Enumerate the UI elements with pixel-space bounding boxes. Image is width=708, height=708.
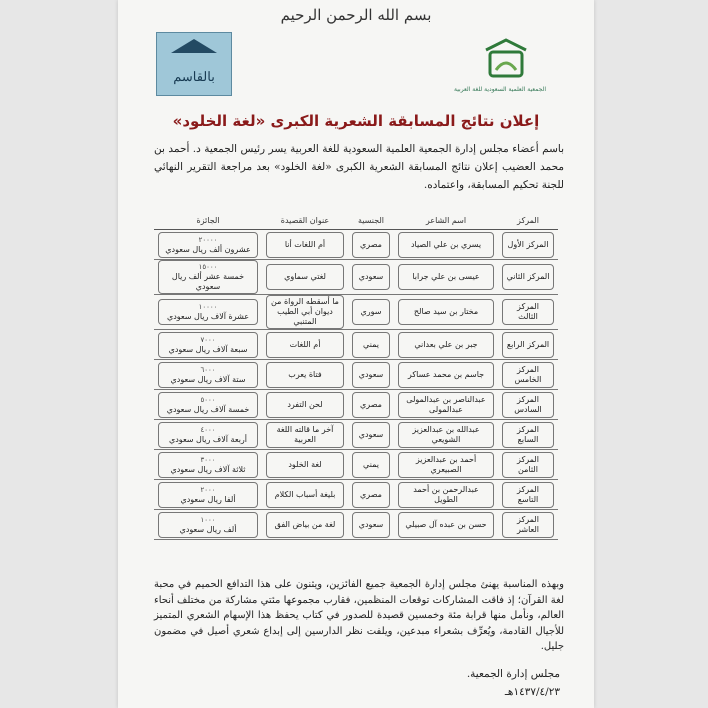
nationality-cell (348, 390, 394, 420)
poet-cell-box (398, 264, 494, 290)
prize-words: خمسة عشر ألف ريال سعودي (171, 272, 245, 291)
nationality-cell (348, 450, 394, 480)
poet-cell (394, 295, 498, 330)
poem-cell (262, 360, 348, 390)
poet-cell-text: أحمد بن عبدالعزيز الصبيعري (415, 454, 477, 474)
nationality-cell (348, 330, 394, 360)
poem-cell-text: بليغة أسباب الكلام (274, 489, 336, 499)
poem-cell (262, 295, 348, 330)
poet-cell-box (398, 422, 494, 448)
nationality-cell-text: سعودي (358, 429, 384, 439)
poem-cell-text: لغة الخلود (288, 459, 322, 469)
prize-words: ألفا ريال سعودي (180, 494, 236, 504)
nationality-cell-box (352, 362, 390, 388)
nationality-cell-box (352, 512, 390, 538)
nationality-cell-box (352, 232, 390, 258)
nationality-cell (348, 510, 394, 540)
prize-amount: ١٥٠٠٠ (198, 263, 218, 271)
poem-cell-box (266, 264, 344, 290)
rank-cell (498, 330, 558, 360)
poet-cell-box (398, 392, 494, 418)
nationality-cell-box (352, 264, 390, 290)
poet-cell-text: جبر بن علي بعداني (414, 339, 478, 349)
results-table (154, 214, 558, 540)
document-page (118, 0, 594, 708)
issue-date: ١٤٣٧/٤/٢٣هـ (504, 686, 560, 698)
poem-cell-box (266, 452, 344, 478)
poet-cell-text: مختار بن سيد صالح (413, 307, 479, 316)
prize-cell (154, 390, 262, 420)
poet-cell-box (398, 452, 494, 478)
nationality-cell (348, 360, 394, 390)
table-row (154, 260, 558, 295)
nationality-cell-text: مصري (360, 239, 382, 249)
rank-cell-box (502, 362, 554, 388)
table-row (154, 360, 558, 390)
poem-cell-box (266, 392, 344, 418)
header-nationality: الجنسية (348, 214, 394, 230)
rank-cell (498, 390, 558, 420)
prize-cell-box (158, 452, 258, 478)
intro-paragraph: باسم أعضاء مجلس إدارة الجمعية العلمية السعودية للغة العربية يسر رئيس الجمعية د. أحمد بن محمد العضيب إعلان نتائج المسابقة الشعرية الكبرى «لغة الخلود» بعد مراجعة التقرير النهائي للجنة تحكيم المسابقة، واعتماده. (154, 143, 564, 191)
prize-amount: ٤٠٠٠ (200, 425, 216, 434)
prize-amount: ٦٠٠٠ (200, 365, 216, 374)
nationality-cell-box (352, 332, 390, 358)
poem-cell-box (266, 295, 344, 329)
poem-cell-box (266, 362, 344, 388)
prize-cell (154, 295, 262, 330)
nationality-cell-text: مصري (360, 399, 382, 409)
poet-cell-text: عبدالرحمن بن أحمد الطويل (413, 484, 479, 504)
poet-cell-box (398, 482, 494, 508)
poet-cell-text: عبدالله بن عبدالعزيز الشويعي (412, 424, 480, 444)
prize-amount: ٢٠٠٠ (200, 485, 216, 494)
poet-cell-box (398, 512, 494, 538)
poet-cell (394, 330, 498, 360)
nationality-cell (348, 230, 394, 260)
rank-cell-box (502, 332, 554, 358)
poem-cell-text: لغة من بياض الفق (274, 519, 336, 529)
prize-cell-box (158, 422, 258, 448)
nationality-cell (348, 295, 394, 330)
prize-cell-box (158, 232, 258, 258)
poem-cell (262, 230, 348, 260)
header-prize: الجائزة (154, 214, 262, 230)
prize-amount: ١٠٠٠٠ (198, 303, 218, 311)
table-row (154, 295, 558, 330)
poet-cell (394, 230, 498, 260)
poem-cell-text: آخر ما قالته اللغة العربية (276, 424, 334, 444)
poet-cell-box (398, 299, 494, 325)
table-row (154, 390, 558, 420)
logo-text: بالقاسم (173, 70, 215, 85)
poet-cell (394, 390, 498, 420)
prize-cell-box (158, 512, 258, 538)
poet-cell-text: عبدالناصر بن عبدالمولى عبدالمولى (406, 394, 486, 414)
prize-amount: ٧٠٠٠ (200, 335, 216, 344)
prize-cell (154, 420, 262, 450)
prize-amount: ١٠٠٠ (200, 515, 216, 524)
poem-cell-text: لغتي سماوي (284, 272, 326, 281)
poem-cell-box (266, 332, 344, 358)
nationality-cell-text: سعودي (358, 519, 384, 529)
rank-cell (498, 450, 558, 480)
rank-cell-box (502, 482, 554, 508)
association-caption: الجمعية العلمية السعودية للغة العربية (454, 86, 546, 93)
rank-cell-text: المركز الرابع (506, 339, 550, 349)
poet-cell-box (398, 362, 494, 388)
prize-cell-box (158, 392, 258, 418)
rank-cell (498, 295, 558, 330)
basmala: بسم الله الرحمن الرحيم (280, 6, 432, 24)
rank-cell-box (502, 232, 554, 258)
university-logo (156, 32, 232, 96)
prize-amount: ٣٠٠٠ (200, 455, 216, 464)
logo-cap-shape (171, 39, 217, 53)
poet-cell (394, 480, 498, 510)
table-row (154, 480, 558, 510)
rank-cell-box (502, 422, 554, 448)
table-row (154, 450, 558, 480)
poem-cell-text: لحن التفرد (287, 399, 323, 409)
nationality-cell-text: يمني (363, 339, 379, 349)
prize-words: عشرون ألف ريال سعودي (165, 244, 251, 254)
table-row (154, 420, 558, 450)
closing-paragraph: وبهذه المناسبة يهنئ مجلس إدارة الجمعية جميع الفائزين، ويثنون على هذا التدافع الحميم في محبة لغة القرآن؛ إذ فاقت المشاركات توقعات المنظمين، فقارب مجموعها مئتي مشاركة من مختلف أنحاء العالم، ونأمل منها قرابة مئة وخمسين قصيدة للصدور في كتاب يحفظ هذا الإسهام الشعري المتميز للأجيال القادمة، ويُعرِّف بشعراء مبدعين، ويلفت نظر الدارسين إلى إبداع شعري أصيل في مضمون جليل. (154, 579, 564, 652)
rank-cell (498, 360, 558, 390)
header-poem: عنوان القصيدة (262, 214, 348, 230)
prize-words: ألف ريال سعودي (179, 524, 237, 534)
rank-cell (498, 480, 558, 510)
nationality-cell (348, 480, 394, 510)
rank-cell-text: المركز السادس (514, 394, 542, 414)
nationality-cell (348, 260, 394, 295)
prize-words: أربعة آلاف ريال سعودي (168, 434, 248, 444)
rank-cell-box (502, 264, 554, 290)
prize-cell-box (158, 332, 258, 358)
prize-cell (154, 230, 262, 260)
rank-cell-box (502, 392, 554, 418)
prize-words: ستة آلاف ريال سعودي (170, 374, 246, 384)
prize-cell-box (158, 260, 258, 294)
rank-cell-text: المركز الثاني (506, 272, 550, 281)
rank-cell-text: المركز الخامس (514, 364, 542, 384)
poet-cell (394, 420, 498, 450)
rank-cell-box (502, 299, 554, 325)
table-row (154, 230, 558, 260)
poet-cell-box (398, 232, 494, 258)
poem-cell-box (266, 232, 344, 258)
rank-cell (498, 230, 558, 260)
nationality-cell-box (352, 299, 390, 325)
prize-amount: ٥٠٠٠ (200, 395, 216, 404)
poet-cell-text: حسن بن عبده آل صبيلي (405, 519, 487, 529)
poem-cell-box (266, 482, 344, 508)
poet-cell (394, 360, 498, 390)
nationality-cell-box (352, 422, 390, 448)
prize-words: ثلاثة آلاف ريال سعودي (170, 464, 246, 474)
poem-cell-text: أم اللغات أنا (284, 239, 326, 249)
poem-cell (262, 420, 348, 450)
poem-cell (262, 260, 348, 295)
prize-words: خمسة آلاف ريال سعودي (166, 404, 250, 414)
nationality-cell-box (352, 392, 390, 418)
poem-cell (262, 330, 348, 360)
rank-cell-text: المركز الثالث (517, 302, 539, 321)
poem-cell (262, 390, 348, 420)
table-row (154, 330, 558, 360)
prize-cell (154, 260, 262, 295)
poem-cell-box (266, 512, 344, 538)
prize-cell-box (158, 362, 258, 388)
nationality-cell-text: مصري (360, 489, 382, 499)
poem-cell-text: ما أسقطه الرواة من ديوان أبي الطيب المتنبي (271, 297, 339, 326)
poem-cell (262, 510, 348, 540)
rank-cell-box (502, 452, 554, 478)
rank-cell-text: المركز الثامن (517, 454, 539, 474)
poet-cell-box (398, 332, 494, 358)
table-header-row (154, 214, 558, 230)
prize-cell-box (158, 482, 258, 508)
prize-cell (154, 330, 262, 360)
header-rank: المركز (498, 214, 558, 230)
poem-cell-text: أم اللغات (289, 339, 321, 349)
prize-words: سبعة آلاف ريال سعودي (168, 344, 248, 354)
prize-cell (154, 360, 262, 390)
page-title: إعلان نتائج المسابقة الشعرية الكبرى «لغة الخلود» (172, 112, 540, 130)
rank-cell-text: المركز السابع (517, 424, 539, 444)
prize-cell (154, 450, 262, 480)
association-logo (478, 36, 534, 82)
poem-cell (262, 450, 348, 480)
prize-cell-box (158, 299, 258, 325)
rank-cell (498, 420, 558, 450)
nationality-cell-text: سعودي (358, 369, 384, 379)
prize-amount: ٢٠٠٠٠ (198, 235, 218, 244)
poem-cell-box (266, 422, 344, 448)
rank-cell-text: المركز التاسع (517, 484, 539, 504)
table-row (154, 510, 558, 540)
nationality-cell-box (352, 482, 390, 508)
rank-cell (498, 260, 558, 295)
nationality-cell (348, 420, 394, 450)
poet-cell-text: جاسم بن محمد عساكر (407, 369, 485, 379)
poem-cell-text: فتاة يعرب (288, 369, 322, 379)
poet-cell (394, 260, 498, 295)
nationality-cell-text: سوري (360, 307, 382, 316)
prize-cell (154, 510, 262, 540)
poet-cell (394, 510, 498, 540)
poet-cell (394, 450, 498, 480)
rank-cell (498, 510, 558, 540)
nationality-cell-text: يمني (363, 459, 379, 469)
prize-words: عشرة آلاف ريال سعودي (166, 312, 250, 321)
rank-cell-text: المركز العاشر (516, 514, 540, 534)
header-poet: اسم الشاعر (394, 214, 498, 230)
signature: مجلس إدارة الجمعية. (466, 668, 560, 680)
poet-cell-text: عيسى بن علي جرابا (412, 272, 480, 281)
rank-cell-box (502, 512, 554, 538)
nationality-cell-text: سعودي (358, 272, 384, 281)
nationality-cell-box (352, 452, 390, 478)
rank-cell-text: المركز الأول (507, 239, 549, 249)
poet-cell-text: يسري بن علي الصياد (410, 239, 482, 249)
prize-cell (154, 480, 262, 510)
poem-cell (262, 480, 348, 510)
